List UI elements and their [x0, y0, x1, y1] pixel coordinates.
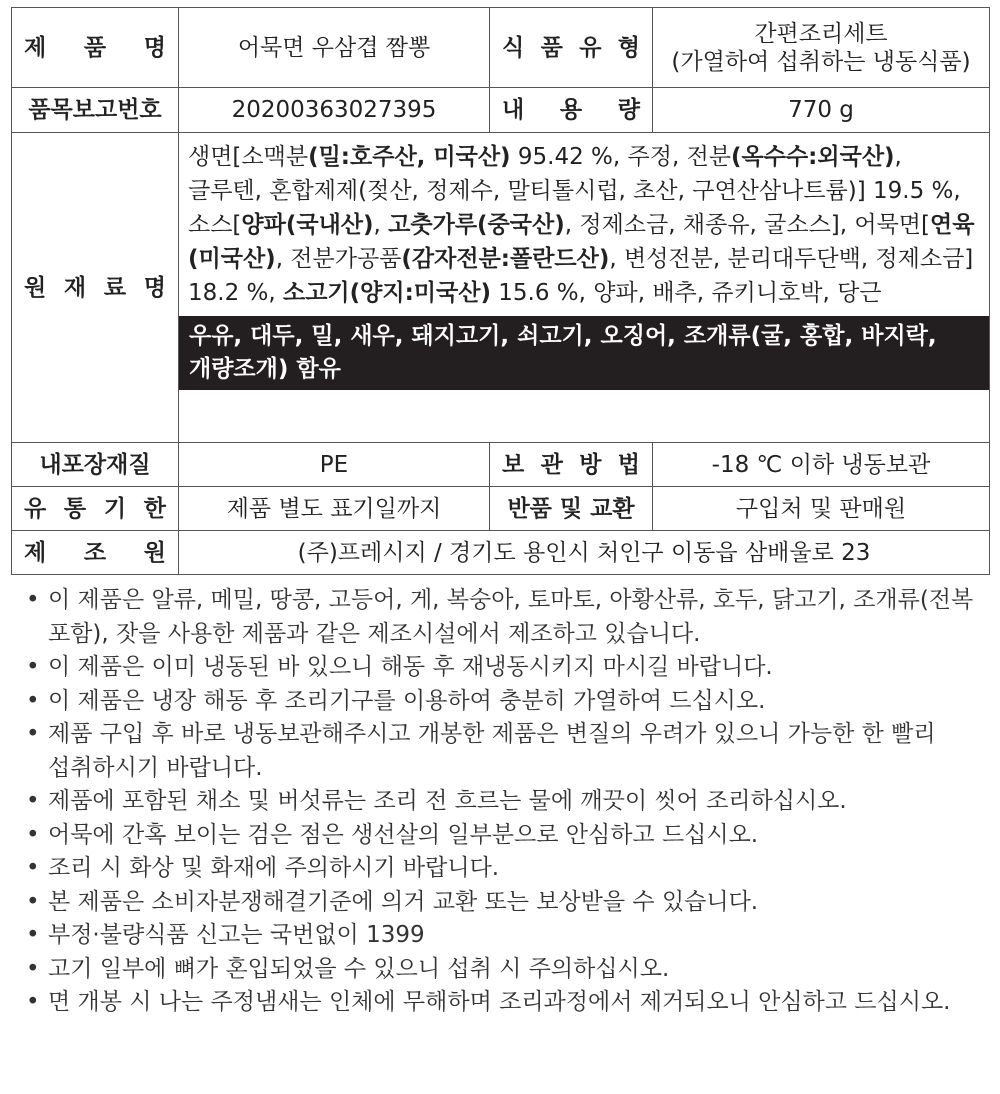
notice-item: • 제품에 포함된 채소 및 버섯류는 조리 전 흐르는 물에 깨끗이 씻어 조리하십시오. [24, 785, 984, 819]
ingredient-origin-bold: 연육(미국산) [188, 212, 975, 272]
food-type-line2: (가열하여 섭취하는 냉동식품) [671, 48, 971, 75]
manufacturer-label [12, 531, 179, 575]
spaced-label: 유 통 기 한 [24, 495, 166, 522]
returns-value: 구입처 및 판매원 [653, 487, 990, 531]
notice-item: • 이 제품은 냉장 해동 후 조리기구를 이용하여 충분히 가열하여 드십시오. [24, 685, 984, 719]
ingredients-text [179, 133, 989, 316]
product-name-value: 어묵면 우삼겹 짬뽕 [179, 8, 490, 88]
notice-item: • 고기 일부에 뼈가 혼입되었을 수 있으니 섭취 시 주의하십시오. [24, 953, 984, 987]
expiry-value: 제품 별도 표기일까지 [179, 487, 490, 531]
ingredient-text-segment: , 변성전분, 분리대두단백, 정제소금] 18.2 %, [188, 246, 974, 306]
notice-item: • 제품 구입 후 바로 냉동보관해주시고 개봉한 제품은 변질의 우려가 있으니 가능한 한 빨리 섭취하시기 바랍니다. [24, 718, 984, 785]
report-number-label: 품목보고번호 [12, 88, 179, 133]
row-packaging [12, 443, 990, 487]
spaced-label: 내 용 량 [502, 97, 640, 123]
spaced-label: 보 관 방 법 [502, 451, 640, 478]
ingredients-label [12, 133, 179, 443]
expiry-label [12, 487, 179, 531]
storage-value: -18 ℃ 이하 냉동보관 [653, 443, 990, 487]
food-type-value [653, 8, 990, 88]
row-product-name [12, 8, 990, 88]
notice-item: • 이 제품은 이미 냉동된 바 있으니 해동 후 재냉동시키지 마시길 바랍니다. [24, 651, 984, 685]
row-ingredients [12, 133, 990, 443]
returns-label: 반품 및 교환 [490, 487, 653, 531]
ingredient-origin-bold: (옥수수:외국산) [731, 144, 895, 170]
ingredient-origin-bold: 양파(국내산) [241, 212, 374, 238]
notice-item: • 이 제품은 알류, 메밀, 땅콩, 고등어, 게, 복숭아, 토마토, 아황산류, 호두, 닭고기, 조개류(전복 포함), 잣을 사용한 제품과 같은 제조시설에서 제조하고 있습니다. [24, 584, 984, 651]
ingredient-text-segment: 95.42 %, 주정, 전분 [510, 144, 732, 170]
ingredient-origin-bold: 고춧가루(중국산) [388, 212, 565, 238]
ingredient-origin-bold: (밀:호주산, 미국산) [308, 144, 511, 170]
ingredient-text-segment: , [373, 212, 389, 238]
spaced-label: 원 재 료 명 [24, 274, 166, 301]
row-manufacturer [12, 531, 990, 575]
ingredient-text-segment: , 글루텐, 혼합제제(젖산, 정제수, 말티톨시럽, 초산, 구연산삼나트륨)] 19.5 %, 소스[ [188, 144, 961, 238]
spaced-label: 제 조 원 [24, 539, 166, 566]
spaced-label: 식 품 유 형 [502, 34, 640, 61]
notice-item: • 조리 시 화상 및 화재에 주의하시기 바랍니다. [24, 852, 984, 886]
ingredient-origin-bold: (감자전분:폴란드산) [401, 246, 610, 272]
volume-value: 770 g [653, 88, 990, 133]
report-number-value: 20200363027395 [179, 88, 490, 133]
product-name-label [12, 8, 179, 88]
ingredient-text-segment: , 정제소금, 채종유, 굴소스], 어묵면[ [564, 212, 931, 238]
food-type-line1: 간편조리세트 [754, 20, 888, 47]
notice-list [24, 584, 984, 1020]
ingredients-value [179, 133, 990, 443]
ingredient-text-segment: , 전분가공품 [275, 246, 402, 272]
allergen-notice: 우유, 대두, 밀, 새우, 돼지고기, 쇠고기, 오징어, 조개류(굴, 홍합, 바지락, 개량조개) 함유 [179, 316, 989, 390]
food-type-label [490, 8, 653, 88]
ingredient-text-segment: 생면[소맥분 [188, 144, 309, 170]
packaging-label: 내포장재질 [12, 443, 179, 487]
ingredient-origin-bold: 소고기(양지:미국산) [283, 280, 491, 306]
product-info-table [11, 7, 990, 575]
spaced-label: 제 품 명 [24, 34, 166, 61]
notice-item: • 면 개봉 시 나는 주정냄새는 인체에 무해하며 조리과정에서 제거되오니 안심하고 드십시오. [24, 986, 984, 1020]
notice-item: • 본 제품은 소비자분쟁해결기준에 의거 교환 또는 보상받을 수 있습니다. [24, 886, 984, 920]
row-report-number [12, 88, 990, 133]
notice-item: • 부정·불량식품 신고는 국번없이 1399 [24, 919, 984, 953]
manufacturer-value: (주)프레시지 / 경기도 용인시 처인구 이동읍 삼배울로 23 [179, 531, 990, 575]
volume-label [490, 88, 653, 133]
row-expiry [12, 487, 990, 531]
ingredient-text-segment: 15.6 %, 양파, 배추, 쥬키니호박, 당근 [490, 280, 882, 306]
packaging-value: PE [179, 443, 490, 487]
storage-label [490, 443, 653, 487]
notice-item: • 어묵에 간혹 보이는 검은 점은 생선살의 일부분으로 안심하고 드십시오. [24, 819, 984, 853]
